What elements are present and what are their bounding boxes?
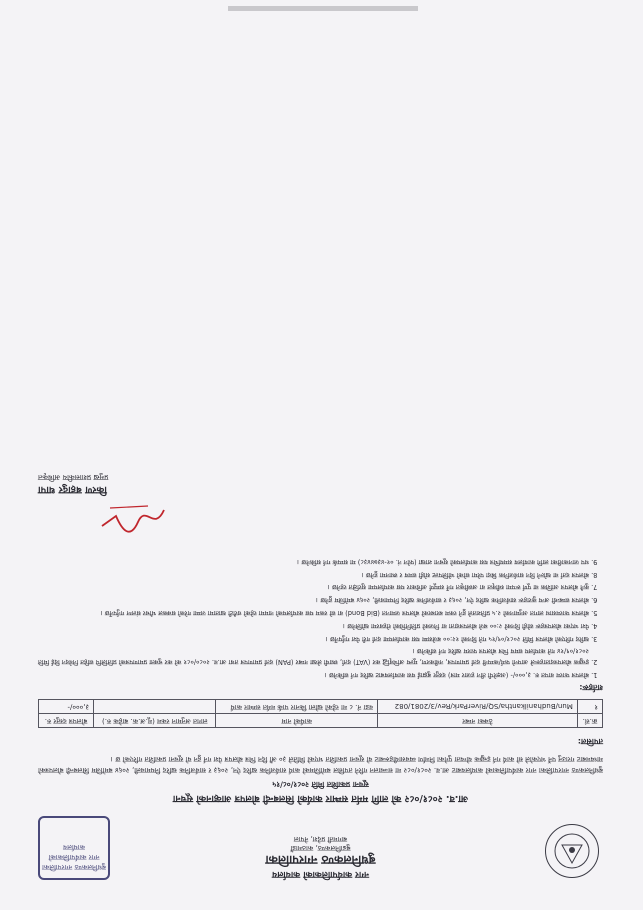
table-label: तपसिल: bbox=[577, 737, 603, 746]
header-contract-no: ठेक्का नम्बर bbox=[377, 714, 577, 728]
condition-item: 1. बोलपत्र फारम वापत रु. ३,०००/- (अक्षरेपी तीन हजार मात्र) दस्तुर बुझाई यस कार्यालयबाट खरिद गर्न सकिनेछ । bbox=[38, 669, 589, 680]
condition-item: 6. बोलपत्र सम्बन्धी अन्य कुराहरू सार्वजनिक खरिद ऐन, २०६३ र सार्वजनिक खरिद नियमावली, २०६४ बमोजिम हुनेछ । bbox=[38, 594, 589, 605]
conditions-title: शर्तहरू: bbox=[579, 683, 603, 692]
table-row bbox=[39, 700, 603, 714]
office-name: नगर कार्यपालिकाको कार्यालय bbox=[272, 869, 369, 879]
signatory-name: किरण बहादुर थापा bbox=[38, 484, 107, 496]
document-content bbox=[38, 452, 603, 888]
header-estimate: लागत अनुमान रकम (मू.अ.क. बाहेक रु.) bbox=[94, 714, 216, 728]
stamp-text: बुधनिलकण्ठ नगरपालिका नगर कार्यपालिकाको कार्यालय bbox=[42, 843, 106, 871]
province-name: बागमती प्रदेश, नेपाल bbox=[293, 835, 348, 843]
header-sn: क्र.सं. bbox=[577, 714, 602, 728]
cell-estimate bbox=[94, 700, 216, 714]
table-header-row bbox=[39, 714, 603, 728]
notice-title: आ.व. २०८१/०८२ को लागि मर्मत सम्भार कार्यको सिलबन्दी बोलपत्र आव्हानको सूचना bbox=[172, 793, 469, 804]
government-emblem-icon bbox=[545, 824, 599, 878]
header-fee: बोलपत्र दस्तुर रु. bbox=[39, 714, 94, 728]
letterhead bbox=[38, 812, 603, 882]
contract-table bbox=[38, 699, 603, 728]
office-address: बुढानिलकण्ठ, काठमाडौं bbox=[290, 844, 351, 852]
condition-item: 5. बोलपत्र फारमसाथ लागत अनुमानको २.५ प्रतिशतले हुने रकम बराबरको बोलपत्र जमानत (Bid Bond) वा सो रकम यस कार्यालयको नाममा रहेको धरौटी खातामा जम्मा गरेको सक्कल भौचर संलग्न गर्नुपर्नेछ । bbox=[38, 607, 589, 618]
handwritten-signature bbox=[98, 500, 168, 536]
conditions-list bbox=[38, 556, 603, 680]
notice-intro: बुधनिलकण्ठ नगरपालिका नगर कार्यपालिकाको कार्यालयबाट आ.व. २०८१/०८२ मा सञ्चालन गरिने तपसिल बमोजिमको कार्य सार्वजनिक खरिद ऐन, २०६३ र सार्वजनिक खरिद नियमावली, २०६४ बमोजिम सिलबन्दी बोलपत्रको माध्यमबाट गराउनु पर्ने भएकोले सो कार्य गर्न इच्छुक योग्यता पुगेका निर्माण व्यवसायीहरूबाट यो सूचना प्रकाशित भएको मितिले ३० औं दिन भित्र बोलपत्र पेश गर्न हुन यो सूचना प्रकाशित गरिएको छ । bbox=[38, 755, 603, 774]
cell-fee: ३,०००/- bbox=[39, 700, 94, 714]
condition-item: 9. थप जानकारीका लागि कार्यालय समयभित्र यस कार्यालयको सूचना शाखा (फोन नं. ०१-४३७४४३८) मा सम्पर्क गर्न सकिनेछ । bbox=[38, 556, 589, 567]
cell-contract-no: Mun/Budhanilkantha/SQ/RiverPark/Rev/3/2081/082 bbox=[377, 700, 577, 714]
signature-block bbox=[38, 452, 603, 542]
signatory-title: प्रमुख प्रशासकीय अधिकृत bbox=[38, 473, 109, 483]
condition-item: 2. इच्छुक बोलपत्रदाताहरूले आफ्नो फर्म/कम्पनी दर्ता प्रमाणपत्र, नवीकरण, मूल्य अभिवृद्धि कर (VAT) दर्ता, स्थायी लेखा नम्बर (PAN) दर्ता प्रमाणपत्र तथा आ.व. २०८०/०८१ को कर चुक्ता प्रमाणपत्रको प्रतिलिपि सहित निवेदन दिई मिति २०८१/०९/१४ गते कार्यालय समय भित्र बोलपत्र फारम खरिद गर्न सकिनेछ । bbox=[38, 646, 589, 668]
condition-item: 4. पेश भएका बोलपत्रहरू सोही दिनको २:०० बजे बोलपत्रदाता वा निजको प्रतिनिधिको रोहवरमा खोलिनेछ । bbox=[38, 620, 589, 631]
cell-work-name: वडा नं. ८ मा रहेको खोला किनार पार्क मर्मत सम्भार कार्य bbox=[216, 700, 378, 714]
header-work-name: कार्यको नाम bbox=[216, 714, 378, 728]
condition-item: 3. खरिद गरिएको बोलपत्र मिति २०८१/०९/१५ गते दिनको १२:०० बजेसम्म यस कार्यालयमा दर्ता गरी पेश गर्नुपर्नेछ । bbox=[38, 633, 589, 644]
condition-item: 8. बोलपत्र दर्ता वा खोल्ने दिन सार्वजनिक बिदा परेमा सोको भोलिपल्ट सोही समय र स्थानमा हुनेछ । bbox=[38, 569, 589, 580]
office-stamp bbox=[38, 816, 110, 880]
publication-date: सूचना प्रकाशित मिति २०८१/०८/१५ bbox=[272, 780, 369, 789]
municipality-name: बुधनिलकण्ठ नगरपालिका bbox=[265, 853, 376, 867]
cell-sn: १ bbox=[577, 700, 602, 714]
condition-item: 7. कुनै बोलपत्र आंशिक वा पूर्ण रूपमा स्वीकृत वा अस्वीकृत गर्ने सम्पूर्ण अधिकार यस कार्यालयमा सुरक्षित रहनेछ । bbox=[38, 582, 589, 593]
emblem-graphic bbox=[552, 831, 592, 871]
